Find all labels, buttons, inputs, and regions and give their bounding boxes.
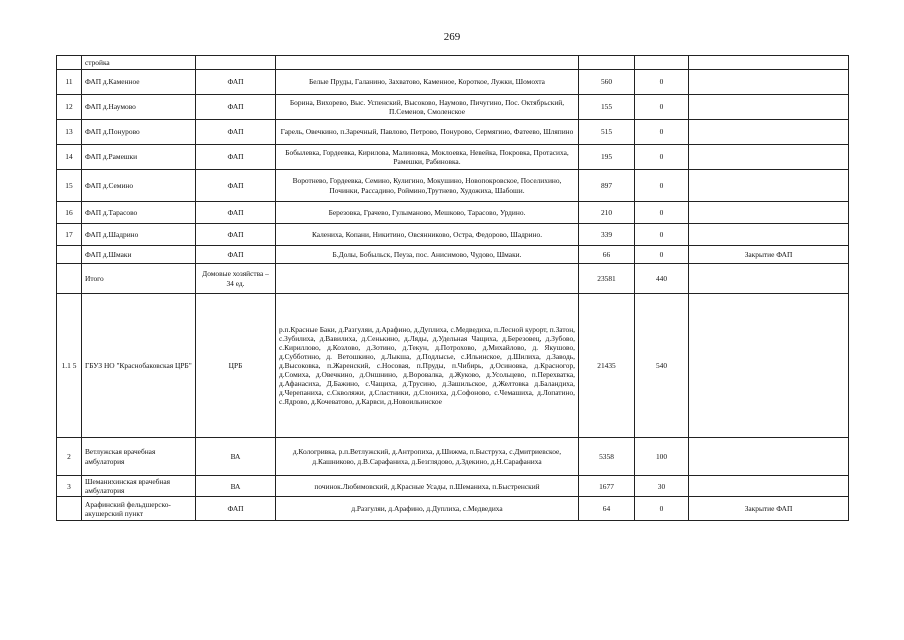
table-row — [57, 70, 849, 95]
facility-type: ФАП — [196, 202, 276, 224]
table-row — [57, 95, 849, 120]
note — [689, 170, 849, 202]
settlements: Белые Пруды, Галанино, Захватово, Каменное, Короткое, Лужки, Шомохта — [276, 70, 579, 95]
table-row — [57, 264, 849, 294]
population: 515 — [579, 120, 635, 145]
note — [689, 264, 849, 294]
row-number — [57, 497, 82, 521]
facility-type — [196, 56, 276, 70]
row-number: 13 — [57, 120, 82, 145]
facility-type: ФАП — [196, 145, 276, 170]
value — [635, 56, 689, 70]
row-number: 3 — [57, 476, 82, 497]
settlements: Бобылевка, Гордеевка, Кирилова, Малиновка, Моклоевка, Невейка, Покровка, Протасиха, Рамешки, Рабиновка. — [276, 145, 579, 170]
facility-name: ФАП д.Шмаки — [82, 246, 196, 264]
facility-type: ЦРБ — [196, 294, 276, 438]
settlements — [276, 264, 579, 294]
note: Закрытие ФАП — [689, 497, 849, 521]
facility-name: Итого — [82, 264, 196, 294]
row-number — [57, 264, 82, 294]
row-number: 12 — [57, 95, 82, 120]
row-number: 2 — [57, 438, 82, 476]
value: 0 — [635, 497, 689, 521]
note — [689, 70, 849, 95]
settlements: Борина, Вихорево, Выс. Успенский, Высоково, Наумово, Пичугино, Пос. Октябрьский, П.Семенов, Смоленское — [276, 95, 579, 120]
population: 210 — [579, 202, 635, 224]
row-number: 11 — [57, 70, 82, 95]
facility-name: Шеманихинская врачебная амбулатория — [82, 476, 196, 497]
population: 339 — [579, 224, 635, 246]
note — [689, 120, 849, 145]
population: 155 — [579, 95, 635, 120]
row-number: 15 — [57, 170, 82, 202]
population: 195 — [579, 145, 635, 170]
note — [689, 56, 849, 70]
population: 64 — [579, 497, 635, 521]
facility-name: ФАП д.Шадрино — [82, 224, 196, 246]
population: 560 — [579, 70, 635, 95]
value: 440 — [635, 264, 689, 294]
facility-type: ВА — [196, 476, 276, 497]
facility-name: ФАП д.Каменное — [82, 70, 196, 95]
note — [689, 476, 849, 497]
facility-name: ФАП д.Рамешки — [82, 145, 196, 170]
facility-type: ФАП — [196, 95, 276, 120]
settlements: Березовка, Грачево, Гулыманово, Мешково, Тарасово, Урдино. — [276, 202, 579, 224]
row-number: 16 — [57, 202, 82, 224]
settlements: Гарель, Овечкино, п.Заречный, Павлово, Петрово, Понурово, Сермягино, Фатеево, Шляпино — [276, 120, 579, 145]
facility-type: ФАП — [196, 246, 276, 264]
population: 897 — [579, 170, 635, 202]
population: 23581 — [579, 264, 635, 294]
settlements: Воротнево, Гордеевка, Семино, Кулигино, Мокушино, Новопокровское, Поселихино, Починки, Рассадино, Роймино,Трутнево, Художиха, Шабоши. — [276, 170, 579, 202]
facility-name: ФАП д.Семино — [82, 170, 196, 202]
note — [689, 224, 849, 246]
value: 540 — [635, 294, 689, 438]
value: 0 — [635, 70, 689, 95]
row-number — [57, 56, 82, 70]
note — [689, 294, 849, 438]
table-row — [57, 294, 849, 438]
population: 66 — [579, 246, 635, 264]
value: 0 — [635, 246, 689, 264]
facility-name: Ветлужская врачебная амбулатория — [82, 438, 196, 476]
table-row — [57, 476, 849, 497]
settlements: починок.Любимовский, д.Красные Усады, п.Шеманиха, п.Быстренский — [276, 476, 579, 497]
note — [689, 438, 849, 476]
settlements: р.п.Красные Баки, д.Разгуляи, д.Арафино, д.Дуплиха, с.Медведиха, п.Лесной курорт, п.Затон, с.Зубилиха, д.Вавилиха, д.Сенькино, д.Ляды, д.Удельная Чащиха, д.Березовец, д.Зубово, с.Кириллово, д.Козлово, д.Зотино, д.Текун, д.Потрохово, д.Михайлово, д. Якушово, д.Субботино, д. Ветошкино, д.Лыкша, д.Подлысье, с.Ильинское, д.Шилиха, д.Заводь, д.Высоковка, п.Жаренский, с.Носовая, п.Пруды, п.Чибирь, д.Осиновка, д.Красногор, д.Сомиха, д.Овечкино, д.Оншнино, д.Воровалка, д.Жуково, д.Усольцево, п.Перехватка, д.Афанасиха, Д.Бажино, с.Чащиха, д.Трусино, д.Зашильское, д.Желтовка д.Баландиха, д.Черепаниха, с.Скволяжи, д.Сластники, д.Слониха, д.Софоново, с.Чемашиха, д.Лопатино, с.Ядрово, д.Кочеватово, д.Карвси, д.Новоильинское — [276, 294, 579, 438]
row-number: 14 — [57, 145, 82, 170]
facility-name: ГБУЗ НО "Краснобаковская ЦРБ" — [82, 294, 196, 438]
facility-name: ФАП д.Тарасово — [82, 202, 196, 224]
settlements — [276, 56, 579, 70]
row-number — [57, 246, 82, 264]
page-number: 269 — [443, 31, 461, 43]
settlements: Б.Долы, Бобыльск, Пеуза, пос. Анисимово, Чудово, Шмаки. — [276, 246, 579, 264]
value: 100 — [635, 438, 689, 476]
facility-type: ФАП — [196, 170, 276, 202]
settlements: Калениха, Копани, Никитино, Овсянниково, Остра, Федорово, Шадрино. — [276, 224, 579, 246]
note — [689, 202, 849, 224]
population — [579, 56, 635, 70]
facility-name: Арафинский фельдшерско-акушерский пункт — [82, 497, 196, 521]
table-row — [57, 246, 849, 264]
facility-name: ФАП д.Наумово — [82, 95, 196, 120]
population: 5358 — [579, 438, 635, 476]
facilities-table — [56, 55, 849, 521]
row-number: 17 — [57, 224, 82, 246]
settlements: д.Разгуляи, д.Арафино, д.Дуплиха, с.Медведиха — [276, 497, 579, 521]
table-row — [57, 145, 849, 170]
value: 0 — [635, 170, 689, 202]
note — [689, 95, 849, 120]
value: 0 — [635, 95, 689, 120]
table-row — [57, 120, 849, 145]
value: 0 — [635, 224, 689, 246]
table-row — [57, 224, 849, 246]
value: 0 — [635, 202, 689, 224]
value: 0 — [635, 145, 689, 170]
table-row — [57, 170, 849, 202]
table-row — [57, 202, 849, 224]
settlements: д.Кологривка, р.п.Ветлужский, д.Антропиха, д.Шижма, п.Быструха, с.Дмитриевское, д.Кашниково, д.В.Сарафаниха, д.Безглядово, д.Здекино, д.Н.Сарафаниха — [276, 438, 579, 476]
facility-type: ВА — [196, 438, 276, 476]
facility-type: ФАП — [196, 497, 276, 521]
facility-type: ФАП — [196, 120, 276, 145]
note — [689, 145, 849, 170]
table-row — [57, 56, 849, 70]
facility-type: ФАП — [196, 70, 276, 95]
facility-type: Домовые хозяйства – 34 ед. — [196, 264, 276, 294]
table-row — [57, 497, 849, 521]
value: 30 — [635, 476, 689, 497]
facility-name: стройка — [82, 56, 196, 70]
value: 0 — [635, 120, 689, 145]
note: Закрытие ФАП — [689, 246, 849, 264]
population: 21435 — [579, 294, 635, 438]
facility-type: ФАП — [196, 224, 276, 246]
population: 1677 — [579, 476, 635, 497]
facility-name: ФАП д.Понурово — [82, 120, 196, 145]
table-row — [57, 438, 849, 476]
row-number: 1.1 5 — [57, 294, 82, 438]
